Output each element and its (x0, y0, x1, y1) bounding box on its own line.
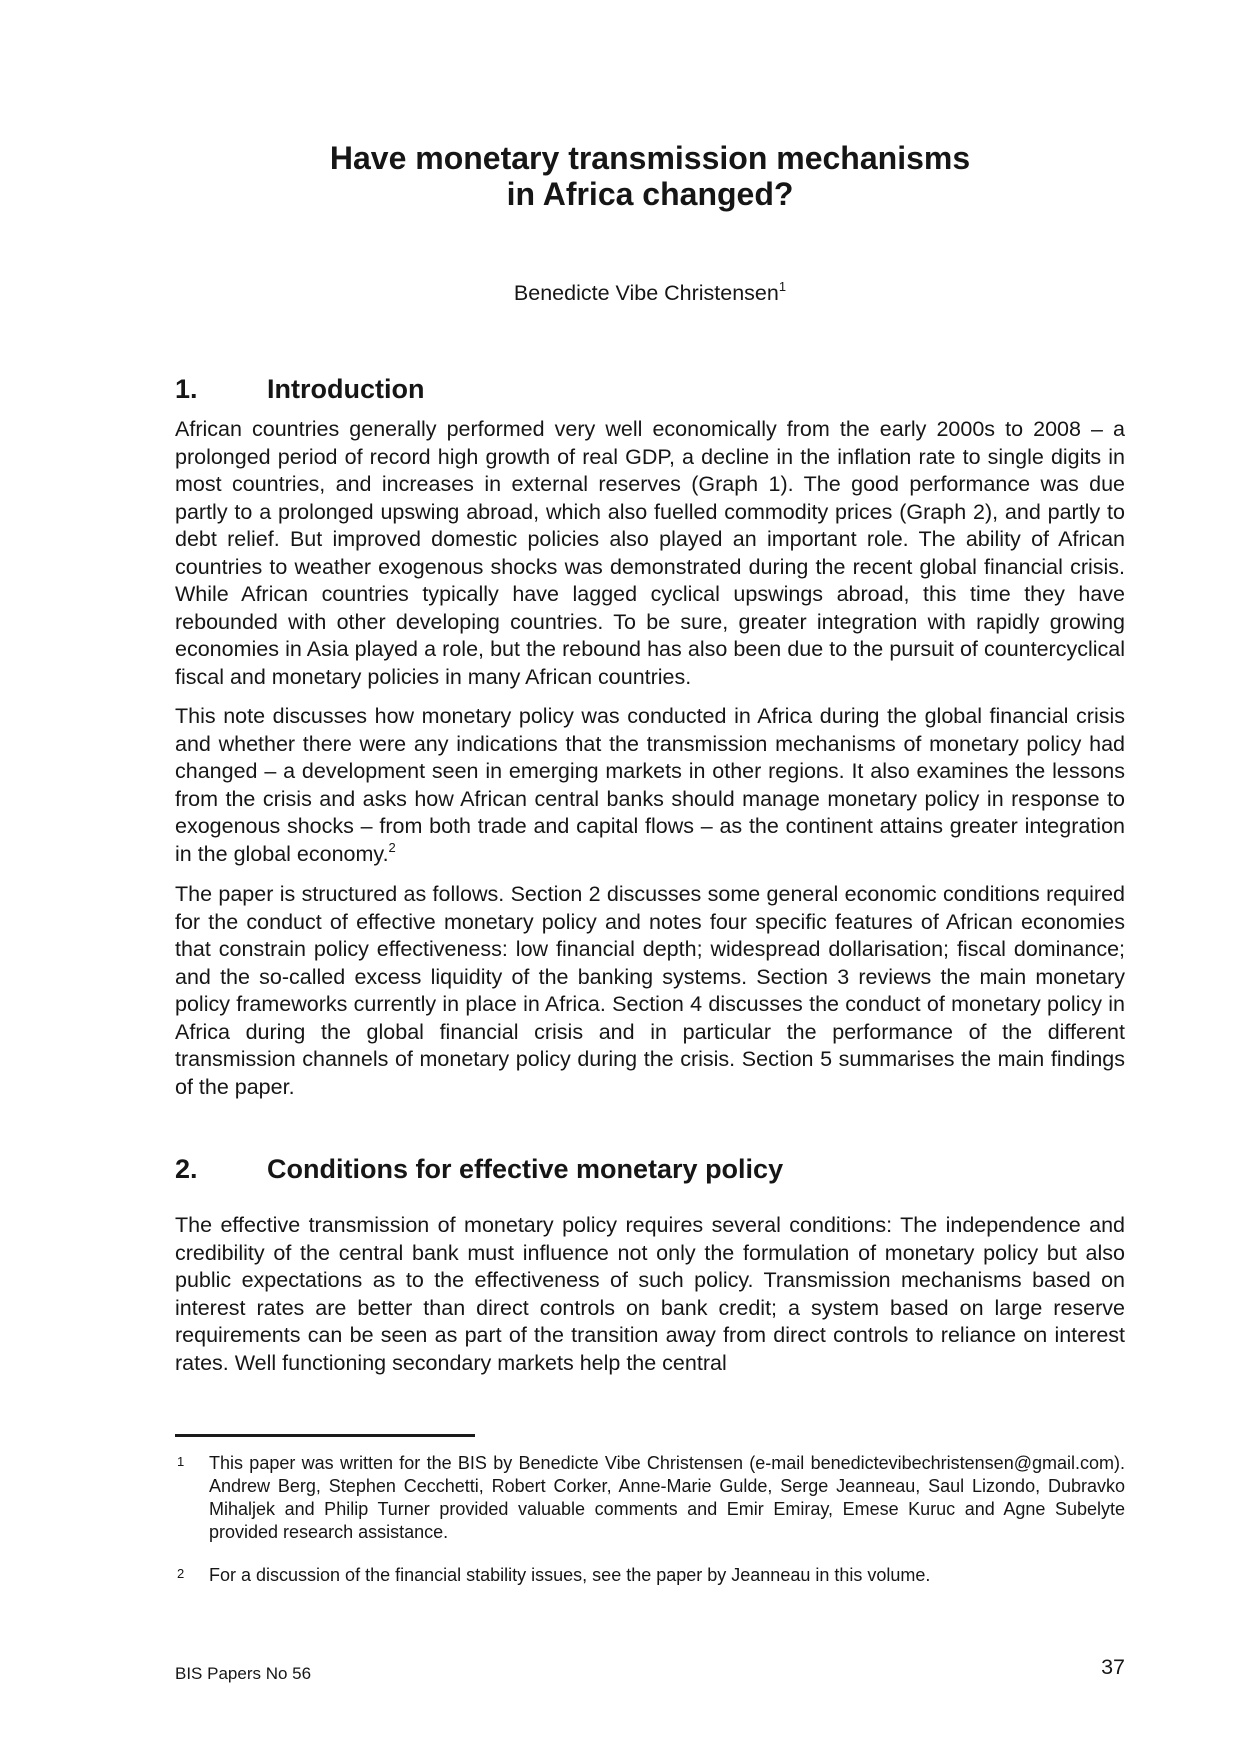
paragraph-text: This note discusses how monetary policy was conducted in Africa during the global financial crisis and whether there were any indications that the transmission mechanisms of monetary policy had changed – a development seen in emerging markets in other regions. It also examines the lessons from the crisis and asks how African central banks should manage monetary policy in response to exogenous shocks – from both trade and capital flows – as the continent attains greater integration in the global economy. (175, 704, 1125, 866)
paragraph: The effective transmission of monetary policy requires several conditions: The independence and credibility of the central bank must influence not only the formulation of monetary policy but also public expectations as to the effectiveness of such policy. Transmission mechanisms based on interest rates are better than direct controls on bank credit; a system based on large reserve requirements can be seen as part of the transition away from direct controls to reliance on interest rates. Well functioning secondary markets help the central (175, 1213, 1125, 1375)
author-line (175, 281, 1125, 306)
footer-running-title: BIS Papers No 56 (175, 1664, 312, 1683)
footnote-text: This paper was written for the BIS by Benedicte Vibe Christensen (e-mail benedictevibechristensen@gmail.com). Andrew Berg, Stephen Cecchetti, Robert Corker, Anne-Marie Gulde, Serge Jeanneau, Saul Lizondo, Dubravko Mihaljek and Philip Turner provided valuable comments and Emir Emiray, Emese Kuruc and Agne Subelyte provided research assistance. (209, 1453, 1125, 1542)
paper-title-line1: Have monetary transmission mechanisms (329, 140, 971, 176)
footnote-ref: 2 (388, 839, 396, 855)
section-title: Conditions for effective monetary policy (267, 1154, 784, 1184)
paper-title-line2: in Africa changed? (506, 176, 794, 212)
paragraph: The paper is structured as follows. Section 2 discusses some general economic conditions required for the conduct of effective monetary policy and notes four specific features of African economies that constrain policy effectiveness: low financial depth; widespread dollarisation; fiscal dominance; and the so-called excess liquidity of the banking systems. Section 3 reviews the main monetary policy frameworks currently in place in Africa. Section 4 discusses the conduct of monetary policy in Africa during the global financial crisis and in particular the performance of the different transmission channels of monetary policy during the crisis. Section 5 summarises the main findings of the paper. (175, 882, 1125, 1099)
author-footnote-ref: 1 (778, 279, 787, 294)
footnote-separator-rule (175, 1434, 475, 1437)
section-number: 2. (175, 1154, 198, 1184)
footnote-text: For a discussion of the financial stability issues, see the paper by Jeanneau in this volume. (209, 1565, 931, 1585)
paragraph (175, 703, 1125, 868)
section-number: 1. (175, 374, 198, 404)
page-number: 37 (1101, 1655, 1125, 1679)
footnote-1 (175, 1452, 1125, 1544)
author-name: Benedicte Vibe Christensen (513, 281, 779, 305)
footnote-2 (175, 1564, 1125, 1587)
section-heading-conditions (175, 1154, 1125, 1184)
footnote-marker: 2 (177, 1566, 185, 1581)
section-title: Introduction (267, 374, 425, 404)
footnote-marker: 1 (177, 1454, 185, 1469)
paragraph: African countries generally performed very well economically from the early 2000s to 2008 – a prolonged period of record high growth of real GDP, a decline in the inflation rate to single digits in most countries, and increases in external reserves (Graph 1). The good performance was due partly to a prolonged upswing abroad, which also fuelled commodity prices (Graph 2), and partly to debt relief. But improved domestic policies also played an important role. The ability of African countries to weather exogenous shocks was demonstrated during the recent global financial crisis. While African countries typically have lagged cyclical upswings abroad, this time they have rebounded with other developing countries. To be sure, greater integration with rapidly growing economies in Asia played a role, but the rebound has also been due to the pursuit of countercyclical fiscal and monetary policies in many African countries. (175, 417, 1125, 689)
section-heading-introduction (175, 374, 1125, 404)
paper-title (175, 140, 1125, 212)
